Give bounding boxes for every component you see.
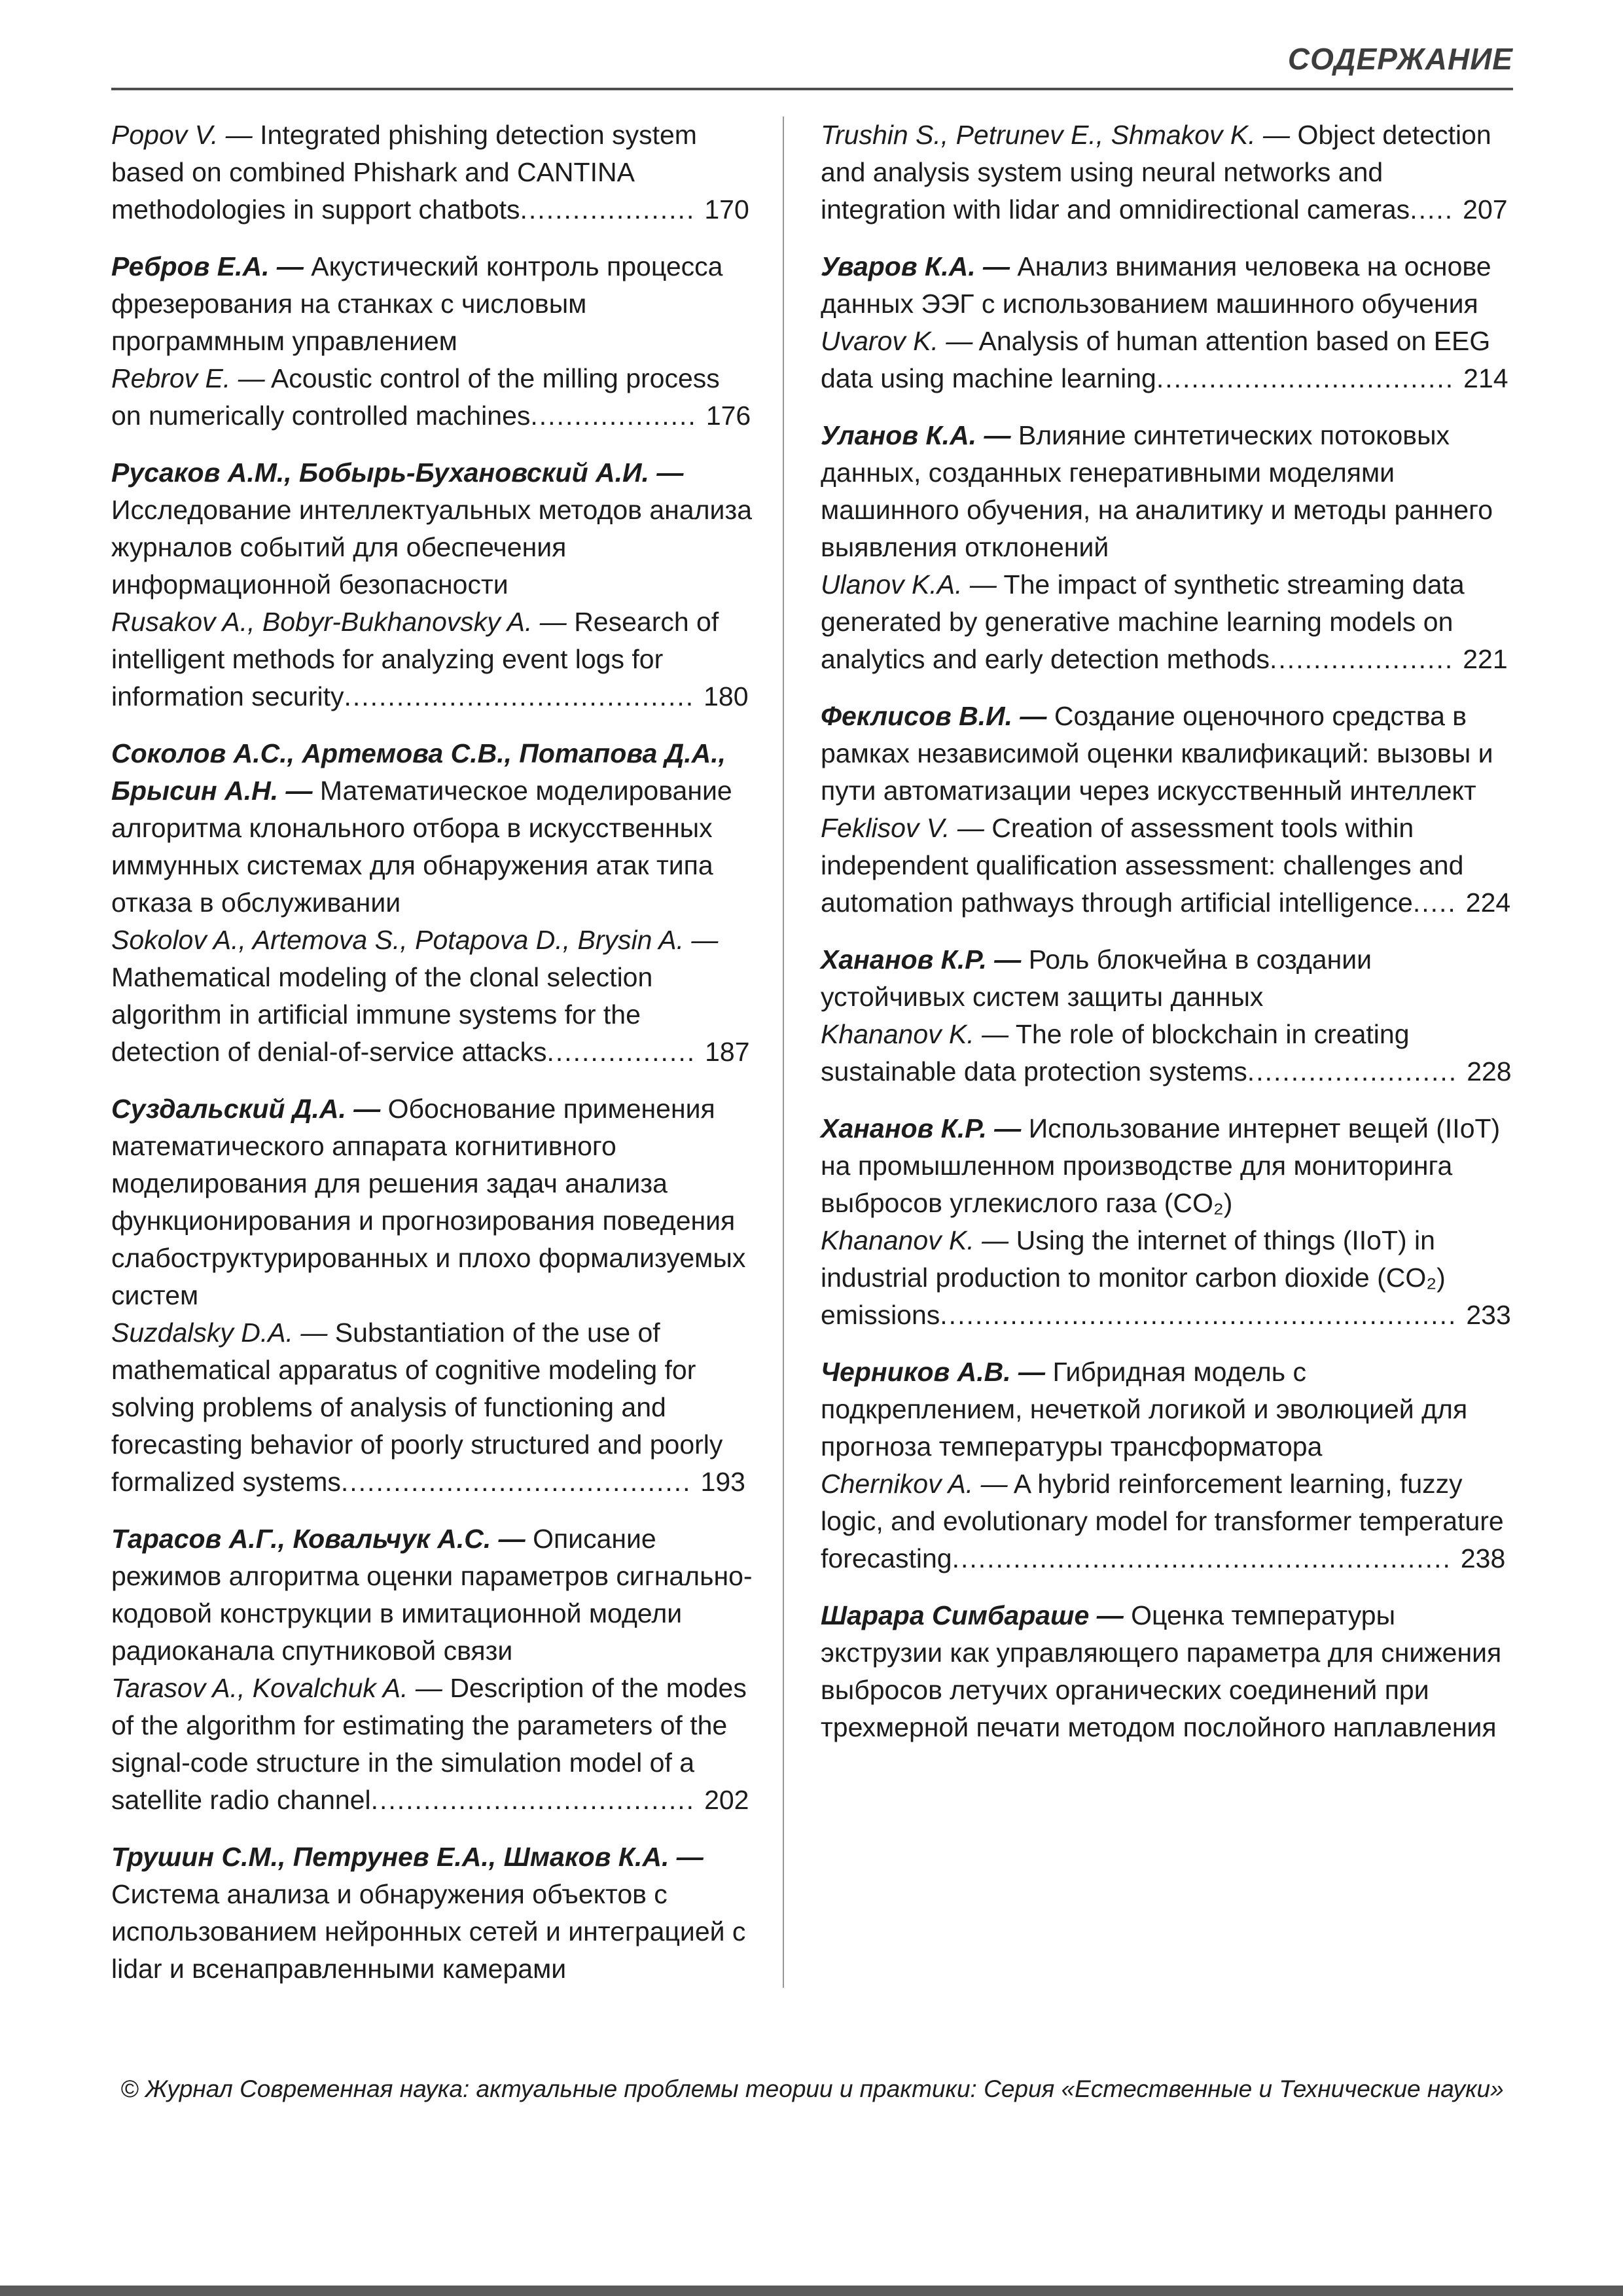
entry-authors-ru: Соколов А.С., Артемова С.В., Потапова Д.А., Брысин А.Н. — xyxy=(111,738,726,806)
dot-leader: .​.​.​.​.​.​.​.​.​.​.​.​.​.​.​.​.​.​.​.​.​.​.​.​.​.​.​.​.​.​.​.​.​.​.​.​.​.​.​.​.​.​.​.​.​.​.​.​.​.​.​.​.​.​.​.​.​ xyxy=(952,1543,1452,1573)
entry-title-ru: Использование интернет вещей (IIoT) на промышленном производстве для мониторинга выбросов углекислого газа (CO₂) xyxy=(821,1113,1501,1218)
entry-authors-en: Trushin S., Petrunev E., Shmakov K. — xyxy=(821,120,1291,150)
toc-entry xyxy=(821,248,1513,397)
dot-leader: .​.​.​.​.​ xyxy=(1412,888,1457,918)
entry-russian xyxy=(111,1090,754,1314)
page-number: 170 xyxy=(704,194,749,224)
entry-russian xyxy=(821,417,1513,566)
entry-title-ru: Оценка температуры экструзии как управляющего параметра для снижения выбросов летучих органических соединений при трехмерной печати методом послойного наплавления xyxy=(821,1600,1502,1742)
entry-authors-ru: Шарара Симбараше — xyxy=(821,1600,1124,1630)
entry-english xyxy=(111,603,754,715)
footer-text: © Журнал Современная наука: актуальные проблемы теории и практики: Серия «Естественные и Технические науки» xyxy=(120,2075,1504,2102)
dot-leader: .​.​.​.​.​.​.​.​.​.​.​.​.​.​.​.​.​.​.​.​.​.​.​.​.​.​.​.​.​.​.​.​.​.​ xyxy=(1156,363,1455,393)
dot-leader: .​.​.​.​.​.​.​.​.​.​.​.​.​.​.​.​.​.​.​.​.​.​.​.​.​.​.​.​.​.​.​.​.​.​.​.​.​.​.​.​.​.​.​.​.​.​.​.​.​.​.​.​.​.​.​.​.​.​.​ xyxy=(940,1300,1457,1330)
entry-russian xyxy=(111,735,754,922)
entry-authors-en: Suzdalsky D.A. — xyxy=(111,1318,328,1348)
entry-english xyxy=(111,1670,754,1819)
entry-authors-ru: Суздальский Д.А. — xyxy=(111,1094,381,1124)
toc-entry xyxy=(821,417,1513,678)
entry-title-en: Description of the modes of the algorithm for estimating the parameters of the signal-code structure in the simulation model of a satellite radio channel xyxy=(111,1673,747,1815)
entry-authors-ru: Уланов К.А. — xyxy=(821,420,1011,450)
dot-leader: .​.​.​.​.​.​.​.​.​.​.​.​.​.​.​.​.​ xyxy=(546,1037,696,1067)
entry-russian xyxy=(821,1597,1513,1746)
toc-entry xyxy=(821,1597,1513,1746)
page-number: 193 xyxy=(700,1467,745,1497)
entry-english xyxy=(821,323,1513,397)
page-number: 180 xyxy=(704,681,749,711)
entry-title-en: A hybrid reinforcement learning, fuzzy logic, and evolutionary model for transformer temperature forecasting xyxy=(821,1469,1504,1573)
entry-title-en: Substantiation of the use of mathematical apparatus of cognitive modeling for solving problems of analysis of functioning and forecasting behavior of poorly structured and poorly formalized systems xyxy=(111,1318,723,1497)
dot-leader: .​.​.​.​.​.​.​.​.​.​.​.​.​.​.​.​.​.​.​.​.​.​.​.​ xyxy=(1247,1056,1458,1086)
entry-title-en: Mathematical modeling of the clonal selection algorithm in artificial immune systems for the detection of denial-of-service attacks xyxy=(111,962,653,1067)
entry-authors-ru: Ребров Е.А. — xyxy=(111,251,304,281)
entry-title-en: Object detection and analysis system using neural networks and integration with lidar and omnidirectional cameras xyxy=(821,120,1491,224)
entry-russian xyxy=(821,698,1513,810)
entry-title-ru: Система анализа и обнаружения объектов с использованием нейронных сетей и интеграцией с lidar и всенаправленными камерами xyxy=(111,1879,746,1984)
entry-authors-en: Sokolov A., Artemova S., Potapova D., Brysin A. — xyxy=(111,925,719,955)
entry-english xyxy=(821,810,1513,922)
entry-english xyxy=(821,1016,1513,1090)
entry-authors-ru: Хананов К.Р. — xyxy=(821,1113,1022,1143)
toc-column-right xyxy=(783,117,1513,1988)
entry-russian xyxy=(821,1110,1513,1222)
page-number: 224 xyxy=(1465,888,1511,918)
entry-russian xyxy=(111,1839,754,1988)
entry-english xyxy=(111,1314,754,1501)
dot-leader: .​.​.​.​.​ xyxy=(1410,194,1454,224)
dot-leader: .​.​.​.​.​.​.​.​.​.​.​.​.​.​.​.​.​.​.​.​.​ xyxy=(1270,644,1454,674)
dot-leader: .​.​.​.​.​.​.​.​.​.​.​.​.​.​.​.​.​.​.​.​.​.​.​.​.​.​.​.​.​.​.​.​.​.​.​.​.​.​.​.​ xyxy=(344,681,695,711)
entry-russian xyxy=(821,1354,1513,1465)
toc-entry xyxy=(111,248,754,435)
entry-authors-ru: Трушин С.М., Петрунев Е.А., Шмаков К.А. — xyxy=(111,1842,704,1872)
entry-english xyxy=(821,566,1513,678)
entry-authors-en: Tarasov A., Kovalchuk A. — xyxy=(111,1673,442,1703)
entry-english xyxy=(111,360,754,435)
page-number: 176 xyxy=(705,401,751,431)
entry-title-ru: Создание оценочного средства в рамках независимой оценки квалификаций: вызовы и пути автоматизации через искусственный интеллект xyxy=(821,701,1493,806)
entry-authors-en: Feklisov V. — xyxy=(821,813,984,843)
entry-title-ru: Роль блокчейна в создании устойчивых систем защиты данных xyxy=(821,944,1372,1012)
toc-entry xyxy=(821,1354,1513,1577)
toc-entry xyxy=(821,1110,1513,1334)
page-number: 221 xyxy=(1463,644,1508,674)
entry-authors-ru: Феклисов В.И. — xyxy=(821,701,1047,731)
page-footer xyxy=(111,2073,1513,2105)
entry-russian xyxy=(821,941,1513,1016)
entry-title-ru: Акустический контроль процесса фрезерования на станках с числовым программным управлением xyxy=(111,251,723,356)
entry-authors-ru: Уваров К.А. — xyxy=(821,251,1010,281)
toc-entry xyxy=(111,1520,754,1819)
entry-authors-en: Popov V. — xyxy=(111,120,253,150)
entry-title-en: Research of intelligent methods for analyzing event logs for information security xyxy=(111,607,719,711)
dot-leader: .​.​.​.​.​.​.​.​.​.​.​.​.​.​.​.​.​.​.​.​.​.​.​.​.​.​.​.​.​.​.​.​.​.​.​.​.​ xyxy=(370,1785,696,1815)
entry-title-ru: Описание режимов алгоритма оценки параметров сигнально-кодовой конструкции в имитационной модели радиоканала спутниковой связи xyxy=(111,1524,753,1666)
entry-authors-en: Uvarov K. — xyxy=(821,326,973,356)
entry-title-ru: Гибридная модель с подкреплением, нечеткой логикой и эволюцией для прогноза температуры трансформатора xyxy=(821,1357,1468,1462)
toc-entry xyxy=(111,117,754,228)
entry-authors-en: Khananov K. — xyxy=(821,1225,1009,1255)
page-bottom-edge xyxy=(0,2286,1623,2296)
page-number: 187 xyxy=(705,1037,750,1067)
entry-authors-en: Rebrov E. — xyxy=(111,363,265,393)
dot-leader: .​.​.​.​.​.​.​.​.​.​.​.​.​.​.​.​.​.​.​.​ xyxy=(520,194,696,224)
entry-title-en: Integrated phishing detection system based on combined Phishark and CANTINA methodologies in support chatbots xyxy=(111,120,697,224)
entry-authors-en: Khananov K. — xyxy=(821,1019,1009,1049)
entry-english xyxy=(821,1465,1513,1577)
entry-authors-ru: Черников А.В. — xyxy=(821,1357,1046,1387)
entry-english xyxy=(111,922,754,1071)
entry-title-en: Creation of assessment tools within independent qualification assessment: challenges and automation pathways through artificial intelligence xyxy=(821,813,1464,918)
entry-authors-en: Ulanov K.A. — xyxy=(821,569,997,600)
entry-english xyxy=(821,117,1513,228)
entry-russian xyxy=(821,248,1513,323)
page-number: 202 xyxy=(704,1785,749,1815)
toc-column-left xyxy=(111,117,783,1988)
toc-entry xyxy=(821,117,1513,228)
entry-title-ru: Анализ внимания человека на основе данных ЭЭГ с использованием машинного обучения xyxy=(821,251,1491,319)
toc-columns xyxy=(111,117,1513,1988)
page-number: 238 xyxy=(1460,1543,1506,1573)
page-number: 214 xyxy=(1463,363,1508,393)
toc-entry xyxy=(111,735,754,1071)
entry-title-en: The role of blockchain in creating sustainable data protection systems xyxy=(821,1019,1410,1086)
entry-russian xyxy=(111,1520,754,1670)
entry-authors-en: Rusakov A., Bobyr-Bukhanovsky A. — xyxy=(111,607,567,637)
entry-english xyxy=(111,117,754,228)
entry-authors-en: Chernikov A. — xyxy=(821,1469,1008,1499)
masthead xyxy=(111,41,1513,90)
page-number: 228 xyxy=(1467,1056,1512,1086)
entry-title-ru: Влияние синтетических потоковых данных, созданных генеративными моделями машинного обучения, на аналитику и методы раннего выявления отклонений xyxy=(821,420,1493,562)
dot-leader: .​.​.​.​.​.​.​.​.​.​.​.​.​.​.​.​.​.​.​ xyxy=(530,401,697,431)
entry-russian xyxy=(111,248,754,360)
entry-title-en: The impact of synthetic streaming data generated by generative machine learning models on analytics and early detection methods xyxy=(821,569,1465,674)
toc-entry xyxy=(821,941,1513,1090)
toc-entry xyxy=(111,1839,754,1988)
dot-leader: .​.​.​.​.​.​.​.​.​.​.​.​.​.​.​.​.​.​.​.​.​.​.​.​.​.​.​.​.​.​.​.​.​.​.​.​.​.​.​.​ xyxy=(340,1467,692,1497)
entry-authors-ru: Тарасов А.Г., Ковальчук А.С. — xyxy=(111,1524,526,1554)
entry-title-en: Acoustic control of the milling process on numerically controlled machines xyxy=(111,363,720,431)
toc-entry xyxy=(111,1090,754,1501)
entry-title-ru: Обоснование применения математического аппарата когнитивного моделирования для решения задач анализа функционирования и прогнозирования поведения слабоструктурированных и плохо формализуемых систем xyxy=(111,1094,746,1310)
entry-title-ru: Исследование интеллектуальных методов анализа журналов событий для обеспечения информационной безопасности xyxy=(111,495,753,600)
header-rule xyxy=(111,88,1513,90)
entry-english xyxy=(821,1222,1513,1334)
page-number: 233 xyxy=(1466,1300,1511,1330)
toc-entry xyxy=(111,454,754,715)
toc-entry xyxy=(821,698,1513,922)
entry-title-en: Using the internet of things (IIoT) in industrial production to monitor carbon dioxide (CO₂) emissions xyxy=(821,1225,1446,1330)
page-number: 207 xyxy=(1463,194,1508,224)
entry-authors-ru: Русаков А.М., Бобырь-Бухановский А.И. — xyxy=(111,457,684,488)
entry-russian xyxy=(111,454,754,603)
entry-authors-ru: Хананов К.Р. — xyxy=(821,944,1022,975)
entry-title-ru: Математическое моделирование алгоритма клонального отбора в искусственных иммунных системах для обнаружения атак типа отказа в обслуживании xyxy=(111,776,732,918)
page-title: СОДЕРЖАНИЕ xyxy=(1287,42,1513,76)
entry-title-en: Analysis of human attention based on EEG data using machine learning xyxy=(821,326,1491,393)
